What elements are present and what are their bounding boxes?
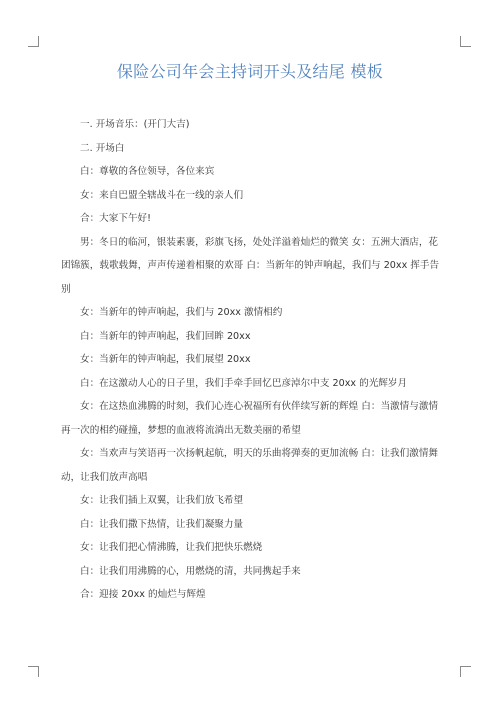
paragraph: 女：当新年的钟声响起，我们与 20xx 激情相约 [80,307,283,318]
paragraph: 女：当新年的钟声响起，我们展望 20xx [80,354,251,365]
paragraph: 合：迎接 20xx 的灿烂与辉煌 [80,589,206,600]
paragraph: 白：让我们撒下热情，让我们凝聚力量 [80,518,244,530]
document-body [61,113,441,607]
paragraph: 女：来自巴盟全辖战斗在一线的亲人们 [80,189,244,201]
page-corner-mark-top-right [460,36,471,47]
paragraph: 男：冬日的临河，银装素裹，彩旗飞扬，处处洋溢着灿烂的微笑 女：五洲大酒店，花团锦簇，载歌载舞，声声传递着相聚的欢哥 白：当新年的钟声响起，我们与 20xx 挥手告别 [61,236,440,295]
paragraph: 女：在这热血沸腾的时刻，我们心连心祝福所有伙伴续写新的辉煌 白：当激情与激情再一次的相约碰撞，梦想的血液将流淌出无数美丽的希望 [61,401,439,436]
page-corner-mark-bottom-left [28,666,39,677]
paragraph: 女：让我们把心情沸腾，让我们把快乐燃烧 [80,542,263,553]
document-title: 保险公司年会主持词开头及结尾 模板 [116,62,384,81]
paragraph: 合：大家下午好! [80,213,152,224]
paragraph: 白：在这激动人心的日子里，我们手牵手回忆巴彦淖尔中支 20xx 的光辉岁月 [80,377,408,389]
paragraph: 白：当新年的钟声响起，我们回眸 20xx [80,330,251,342]
paragraph: 白：让我们用沸腾的心，用燃烧的清，共同携起手来 [80,565,301,577]
paragraph: 白：尊敬的各位领导，各位来宾 [80,166,215,177]
paragraph: 女：当欢声与笑语再一次扬帆起航，明天的乐曲将弹奏的更加流畅 白：让我们激情舞动，让我们放声高唱 [61,448,439,483]
page-corner-mark-bottom-right [460,666,471,677]
paragraph: 女：让我们插上双翼，让我们放飞希望 [80,495,244,506]
page-corner-mark-top-left [28,36,39,47]
paragraph: 二. 开场白 [80,142,125,154]
paragraph: 一. 开场音乐：(开门大吉) [80,119,190,130]
